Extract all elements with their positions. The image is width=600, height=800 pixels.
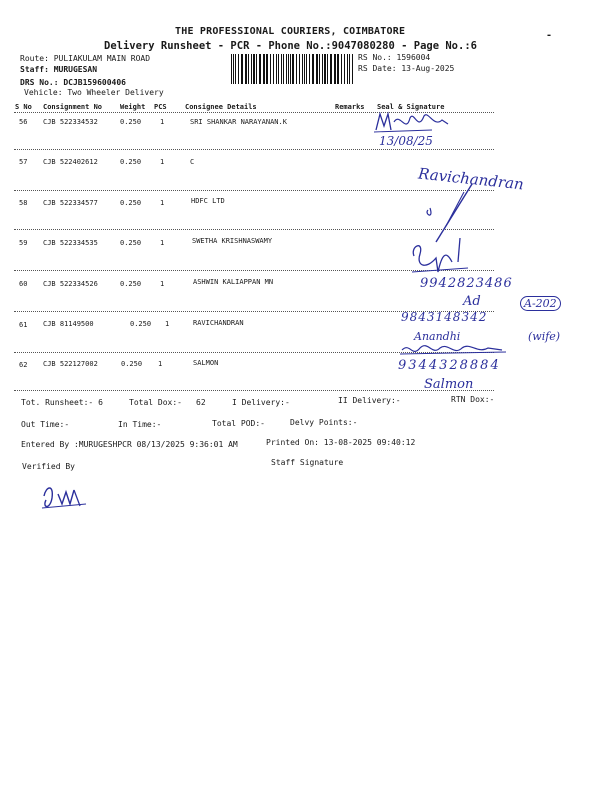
row-consignee: C xyxy=(190,158,195,166)
barcode-bar xyxy=(235,54,236,84)
barcode-bar xyxy=(266,54,268,84)
tot-runsheet: Tot. Runsheet:- 6 xyxy=(21,398,103,407)
barcode-bar xyxy=(245,54,247,84)
row-consignment: CJB 522127002 xyxy=(43,360,98,368)
barcode-bar xyxy=(302,54,303,84)
barcode-bar xyxy=(231,54,232,84)
verified-by: Verified By xyxy=(22,462,75,471)
barcode-bar xyxy=(233,54,234,84)
barcode-bar xyxy=(263,54,265,84)
barcode-bar xyxy=(270,54,271,84)
col-consignment: Consignment No xyxy=(43,103,103,111)
row-pcs: 1 xyxy=(160,199,165,207)
col-sno: S No xyxy=(15,103,32,111)
total-pod: Total POD:- xyxy=(212,419,265,428)
barcode-bar xyxy=(259,54,261,84)
row-pcs: 1 xyxy=(160,118,165,126)
handwritten-signature-salmon: Salmon xyxy=(424,377,474,392)
vehicle: Vehicle: Two Wheeler Delivery xyxy=(24,88,164,97)
staff: Staff: MURUGESAN xyxy=(20,65,98,74)
total-dox-label: Total Dox:- xyxy=(129,398,182,407)
barcode-bar xyxy=(347,54,348,84)
barcode-bar xyxy=(341,54,342,84)
barcode-bar xyxy=(337,54,339,84)
barcode-bar xyxy=(292,54,294,84)
row-pcs: 1 xyxy=(160,239,165,247)
rs-number: RS No.: 1596004 xyxy=(358,53,431,62)
barcode-bar xyxy=(253,54,255,84)
row-pcs: 1 xyxy=(160,280,165,288)
row-weight: 0.250 xyxy=(120,158,142,166)
row-sno: 57 xyxy=(19,158,28,166)
in-time: In Time:- xyxy=(118,420,162,429)
entered-by: Entered By :MURUGESHPCR 08/13/2025 9:36:01 AM xyxy=(21,440,238,449)
row-pcs: 1 xyxy=(165,320,170,328)
barcode-bar xyxy=(276,54,277,84)
handwritten-note-wife: (wife) xyxy=(528,330,561,343)
barcode-bar xyxy=(304,54,305,84)
barcode-bar xyxy=(352,54,353,84)
barcode-bar xyxy=(238,54,239,84)
row-pcs: 1 xyxy=(160,158,165,166)
barcode-bar xyxy=(324,54,326,84)
handwritten-note-ad: Ad xyxy=(463,294,481,309)
row-sno: 58 xyxy=(19,199,28,207)
barcode-bar xyxy=(330,54,332,84)
company-title: THE PROFESSIONAL COURIERS, COIMBATORE xyxy=(175,26,406,37)
col-remarks: Remarks xyxy=(335,103,365,111)
row-sno: 56 xyxy=(19,118,28,126)
i-delivery: I Delivery:- xyxy=(232,398,290,407)
handwritten-signature-3 xyxy=(408,232,488,278)
verified-by-signature xyxy=(40,478,100,514)
staff-signature: Staff Signature xyxy=(271,458,344,467)
barcode-bar xyxy=(309,54,310,84)
row-consignee: SRI SHANKAR NARAYANAN.K xyxy=(190,118,287,126)
row-sno: 62 xyxy=(19,361,28,369)
row-weight: 0.250 xyxy=(130,320,152,328)
total-dox-value: 62 xyxy=(196,398,206,407)
barcode-bar xyxy=(344,54,345,84)
row-consignment: CJB 522334535 xyxy=(43,239,98,247)
col-pcs: PCS xyxy=(154,103,167,111)
handwritten-scribble xyxy=(398,340,508,360)
drs-number: DRS No.: DCJB159600406 xyxy=(20,78,126,87)
row-pcs: 1 xyxy=(158,360,163,368)
row-rule xyxy=(14,390,494,391)
barcode-bar xyxy=(288,54,289,84)
rs-date: RS Date: 13-Aug-2025 xyxy=(358,64,455,73)
handwritten-signature-1 xyxy=(372,108,452,136)
handwritten-name-ravichandran: Ravichandran xyxy=(417,164,525,194)
barcode-bar xyxy=(312,54,314,84)
barcode-bar xyxy=(327,54,328,84)
barcode-bar xyxy=(316,54,318,84)
barcode-bar xyxy=(256,54,257,84)
barcode-bar xyxy=(278,54,279,84)
row-weight: 0.250 xyxy=(120,118,142,126)
row-weight: 0.250 xyxy=(121,360,143,368)
row-sno: 61 xyxy=(19,321,28,329)
col-weight: Weight xyxy=(120,103,146,111)
row-sno: 59 xyxy=(19,239,28,247)
runsheet-subtitle: Delivery Runsheet - PCR - Phone No.:9047080280 - Page No.:6 xyxy=(104,40,477,52)
row-consignee: RAVICHANDRAN xyxy=(193,319,244,327)
barcode-bar xyxy=(322,54,323,84)
barcode-bar xyxy=(296,54,297,84)
barcode-bar xyxy=(299,54,300,84)
barcode-bar xyxy=(349,54,350,84)
corner-dash: - xyxy=(546,30,553,41)
row-consignee: SWETHA KRISHNASWAMY xyxy=(192,237,273,245)
row-weight: 0.250 xyxy=(120,199,142,207)
barcode-bar xyxy=(319,54,320,84)
row-sno: 60 xyxy=(19,280,28,288)
handwritten-flat-no: A-202 xyxy=(520,296,561,311)
barcode-bar xyxy=(334,54,336,84)
barcode-bar xyxy=(283,54,284,84)
barcode-bar xyxy=(241,54,243,84)
route: Route: PULIAKULAM MAIN ROAD xyxy=(20,54,151,63)
handwritten-phone-3: 9344328884 xyxy=(398,358,501,373)
barcode-bar xyxy=(306,54,307,84)
row-consignment: CJB 522402612 xyxy=(43,158,98,166)
row-consignment: CJB 522334577 xyxy=(43,199,98,207)
row-consignee: ASHWIN KALIAPPAN MN xyxy=(193,278,274,286)
row-consignee: SALMON xyxy=(193,359,219,367)
barcode xyxy=(230,54,356,84)
handwritten-phone-2: 9843148342 xyxy=(401,310,488,324)
handwritten-phone-1: 9942823486 xyxy=(420,276,513,291)
row-consignment: CJB 522334532 xyxy=(43,118,98,126)
col-seal-signature: Seal & Signature xyxy=(377,103,445,111)
ii-delivery: II Delivery:- xyxy=(338,396,401,405)
barcode-bar xyxy=(281,54,282,84)
out-time: Out Time:- xyxy=(21,420,70,429)
row-consignee: HDFC LTD xyxy=(191,197,225,205)
row-weight: 0.250 xyxy=(120,239,142,247)
barcode-bar xyxy=(248,54,249,84)
rtn-dox: RTN Dox:- xyxy=(451,395,495,404)
handwritten-date: 13/08/25 xyxy=(379,134,433,148)
row-rule xyxy=(14,149,494,150)
row-consignment: CJB 81149500 xyxy=(43,320,94,328)
printed-on: Printed On: 13-08-2025 09:40:12 xyxy=(266,438,416,447)
delvy-points: Delvy Points:- xyxy=(290,418,358,427)
barcode-bar xyxy=(286,54,287,84)
barcode-bar xyxy=(290,54,291,84)
col-consignee: Consignee Details xyxy=(185,103,257,111)
row-weight: 0.250 xyxy=(120,280,142,288)
row-consignment: CJB 522334526 xyxy=(43,280,98,288)
barcode-bar xyxy=(251,54,252,84)
barcode-bar xyxy=(273,54,274,84)
handwritten-note-anandhi: Anandhi xyxy=(414,330,461,343)
